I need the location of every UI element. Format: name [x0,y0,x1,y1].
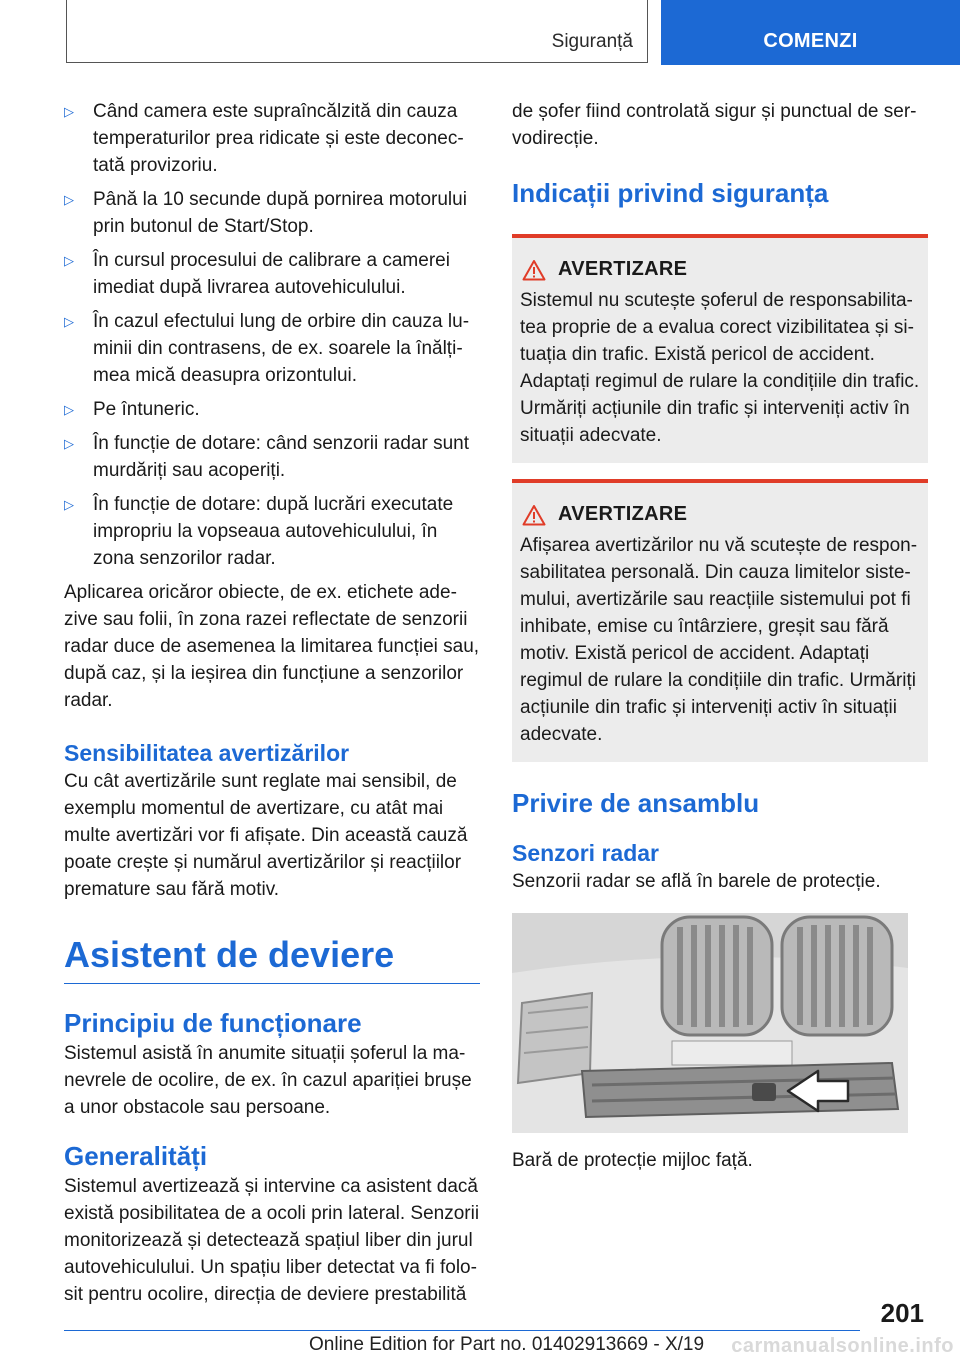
warning-triangle-icon [522,504,546,526]
watermark: carmanualsonline.info [731,1335,954,1357]
list-item: ▷ Până la 10 secunde după pornirea motorului prin butonul de Start/Stop. [64,186,480,240]
warning-label: AVERTIZARE [558,258,688,280]
list-item: ▷ În funcție de dotare: când senzorii radar sunt murdăriți sau acoperiți. [64,430,480,484]
warning-title [520,503,920,526]
list-item: ▷ Pe întuneric. [64,396,480,423]
radar-paragraph: Senzorii radar se află în barele de protecție. [512,871,881,892]
chapter-tab[interactable] [661,0,960,65]
warning-box [512,479,928,762]
warning-label: AVERTIZARE [558,503,688,525]
principle-paragraph: Sistemul asistă în anumite situații șoferul la manevrele de ocolire, de ex. în cazul apariției brușe a unor obstacole sau persoane. [64,1043,472,1118]
chapter-title: Asistent de deviere [64,934,395,975]
bumper-drawing [512,913,908,1133]
front-bumper-illustration [512,913,908,1133]
list-item: ▷ În cazul efectului lung de orbire din cauza luminii din contrasens, de ex. soarele la înălțimea mică deasupra orizontului. [64,308,480,389]
general-heading: Generalități [64,1141,208,1171]
safety-heading: Indicații privind siguranța [512,178,829,208]
warning-triangle-icon [522,259,546,281]
radar-heading: Senzori radar [512,840,659,866]
left-column [64,98,480,1308]
sensitivity-paragraph: Cu cât avertizările sunt reglate mai sensibil, de exemplu momentul de avertizare, cu atât mai multe avertizări vor fi afișate. Din această cauză poate crește și numărul avertizărilor și reacțiilor premature sau fără motiv. [64,771,468,900]
warning-text: Sistemul nu scutește șoferul de responsabilitatea proprie de a evalua corect vizibilitatea și situația din trafic. Există pericol de accident. Adaptați regimul de rulare la condițiile din trafic. Urmăriți acțiunile din trafic și interveniți activ în situații adecvate. [520,290,920,446]
overview-heading: Privire de ansamblu [512,788,760,818]
sensitivity-heading: Sensibilitatea avertizărilor [64,740,350,766]
warning-box [512,234,928,463]
chapter-tab-label: COMENZI [763,30,858,52]
list-item: ▷ În cursul procesului de calibrare a camerei imediat după livrarea autovehiculului. [64,247,480,301]
limitations-list [64,98,480,572]
warning-text: Afișarea avertizărilor nu vă scutește de responsabilitatea personală. Din cauza limitelor sistemului, avertizările sau reacțiile sistemului pot fi inhibate, emise cu întârziere, greșit sau fără motiv. Există pericol de accident. Adaptați regimul de rulare la condițiile din trafic. Urmăriți acțiunile din trafic și interveniți activ în situații adecvate. [520,535,918,745]
general-paragraph: Sistemul avertizează și intervine ca asistent dacă există posibilitatea de a ocoli prin lateral. Senzorii monitorizează și detectează spațiul liber din jurul autovehiculului. Un spațiu liber detectat va fi folosit pentru ocolire, direcția de deviere prestabilită [64,1176,480,1305]
page-number: 201 [880,1298,924,1328]
edition-text: Online Edition for Part no. 01402913669 - X/19 [309,1334,705,1355]
section-title: Siguranță [551,31,633,52]
principle-heading: Principiu de funcționare [64,1008,362,1038]
chapter-heading-block [64,933,480,984]
list-item: ▷ Când camera este supraîncălzită din cauza temperaturilor prea ridicate și este deconectată provizoriu. [64,98,480,179]
continued-paragraph: de șofer fiind controlată sigur și punctual de servodirecție. [512,101,917,149]
footer-divider [64,1330,860,1331]
warning-title [520,258,920,281]
header-section-box [66,0,648,63]
objects-paragraph: Aplicarea oricăror obiecte, de ex. etichete adezive sau folii, în zona razei reflectate de senzorii radar duce de asemenea la limitarea funcției sau, după caz, și la ieșirea din funcțiune a senzorilor radar. [64,582,480,711]
right-column [512,98,928,1174]
figure-caption: Bară de protecție mijloc față. [512,1150,753,1171]
list-item: ▷ În funcție de dotare: după lucrări executate impropriu la vopseaua autovehiculului, în zona senzorilor radar. [64,491,480,572]
